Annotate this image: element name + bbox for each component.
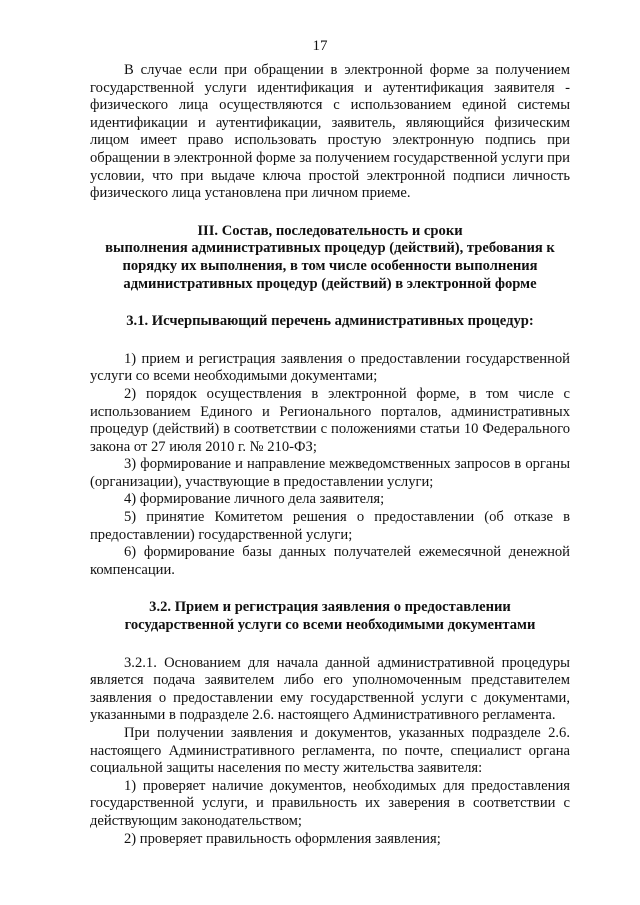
- subsection-3-2-heading-line: 3.2. Прием и регистрация заявления о предоставлении: [149, 599, 511, 616]
- subsection-3-2-body: [90, 655, 570, 849]
- intro-paragraph: В случае если при обращении в электронной форме за получением государственной услуги идентификация и аутентификация заявителя - физического лица осуществляются с использованием единой системы идентификации и аутентификации, заявитель, являющийся физическим лицом имеет право использовать простую электронную подпись при обращении в электронной форме за получением государственной услуги при условии, что при выдаче ключа простой электронной подписи личность физического лица установлена при личном приеме.: [90, 62, 570, 202]
- list-item: 6) формирование базы данных получателей ежемесячной денежной компенсации.: [90, 544, 570, 578]
- section-3-heading-line: выполнения административных процедур (действий), требования к: [105, 240, 555, 257]
- procedure-list: [90, 351, 570, 580]
- list-item: 2) порядок осуществления в электронной форме, в том числе с использованием Единого и Регионального порталов, административных процедур (действий) в соответствии с положениями статьи 10 Федерального закона от 27 июля 2010 г. № 210-ФЗ;: [90, 385, 570, 455]
- paragraph: 2) проверяет правильность оформления заявления;: [124, 830, 441, 847]
- page-content: [90, 62, 570, 848]
- paragraph: 3.2.1. Основанием для начала данной административной процедуры является подача заявителем либо его уполномоченным представителем заявления о предоставлении ему государственной услуги с документами, указанными в подразделе 2.6. настоящего Административного регламента.: [90, 654, 570, 724]
- subsection-3-2-heading-line: государственной услуги со всеми необходимыми документами: [124, 617, 536, 634]
- paragraph: 1) проверяет наличие документов, необходимых для предоставления государственной услуги, и правильность их заверения в соответствии с действующим законодательством;: [90, 777, 570, 829]
- subsection-3-2-heading: [90, 599, 570, 634]
- section-3-heading-line: III. Состав, последовательность и сроки: [197, 222, 463, 239]
- paragraph: При получении заявления и документов, указанных подразделе 2.6. настоящего Административного регламента, по почте, специалист органа социальной защиты населения по месту жительства заявителя:: [90, 725, 570, 777]
- page-number: 17: [312, 38, 328, 54]
- list-item: 5) принятие Комитетом решения о предоставлении (об отказе в предоставлении) государственной услуги;: [90, 509, 570, 543]
- list-item: 3) формирование и направление межведомственных запросов в органы (организации), участвующие в предоставлении услуги;: [90, 456, 570, 490]
- section-3-heading-line: административных процедур (действий) в электронной форме: [123, 275, 537, 292]
- list-item: 4) формирование личного дела заявителя;: [124, 491, 385, 508]
- section-3-heading-line: порядку их выполнения, в том числе особенности выполнения: [122, 257, 538, 274]
- section-3-heading: [90, 223, 570, 293]
- subsection-3-1-heading: 3.1. Исчерпывающий перечень административных процедур:: [126, 313, 534, 330]
- list-item: 1) прием и регистрация заявления о предоставлении государственной услуги со всеми необходимыми документами;: [90, 350, 570, 385]
